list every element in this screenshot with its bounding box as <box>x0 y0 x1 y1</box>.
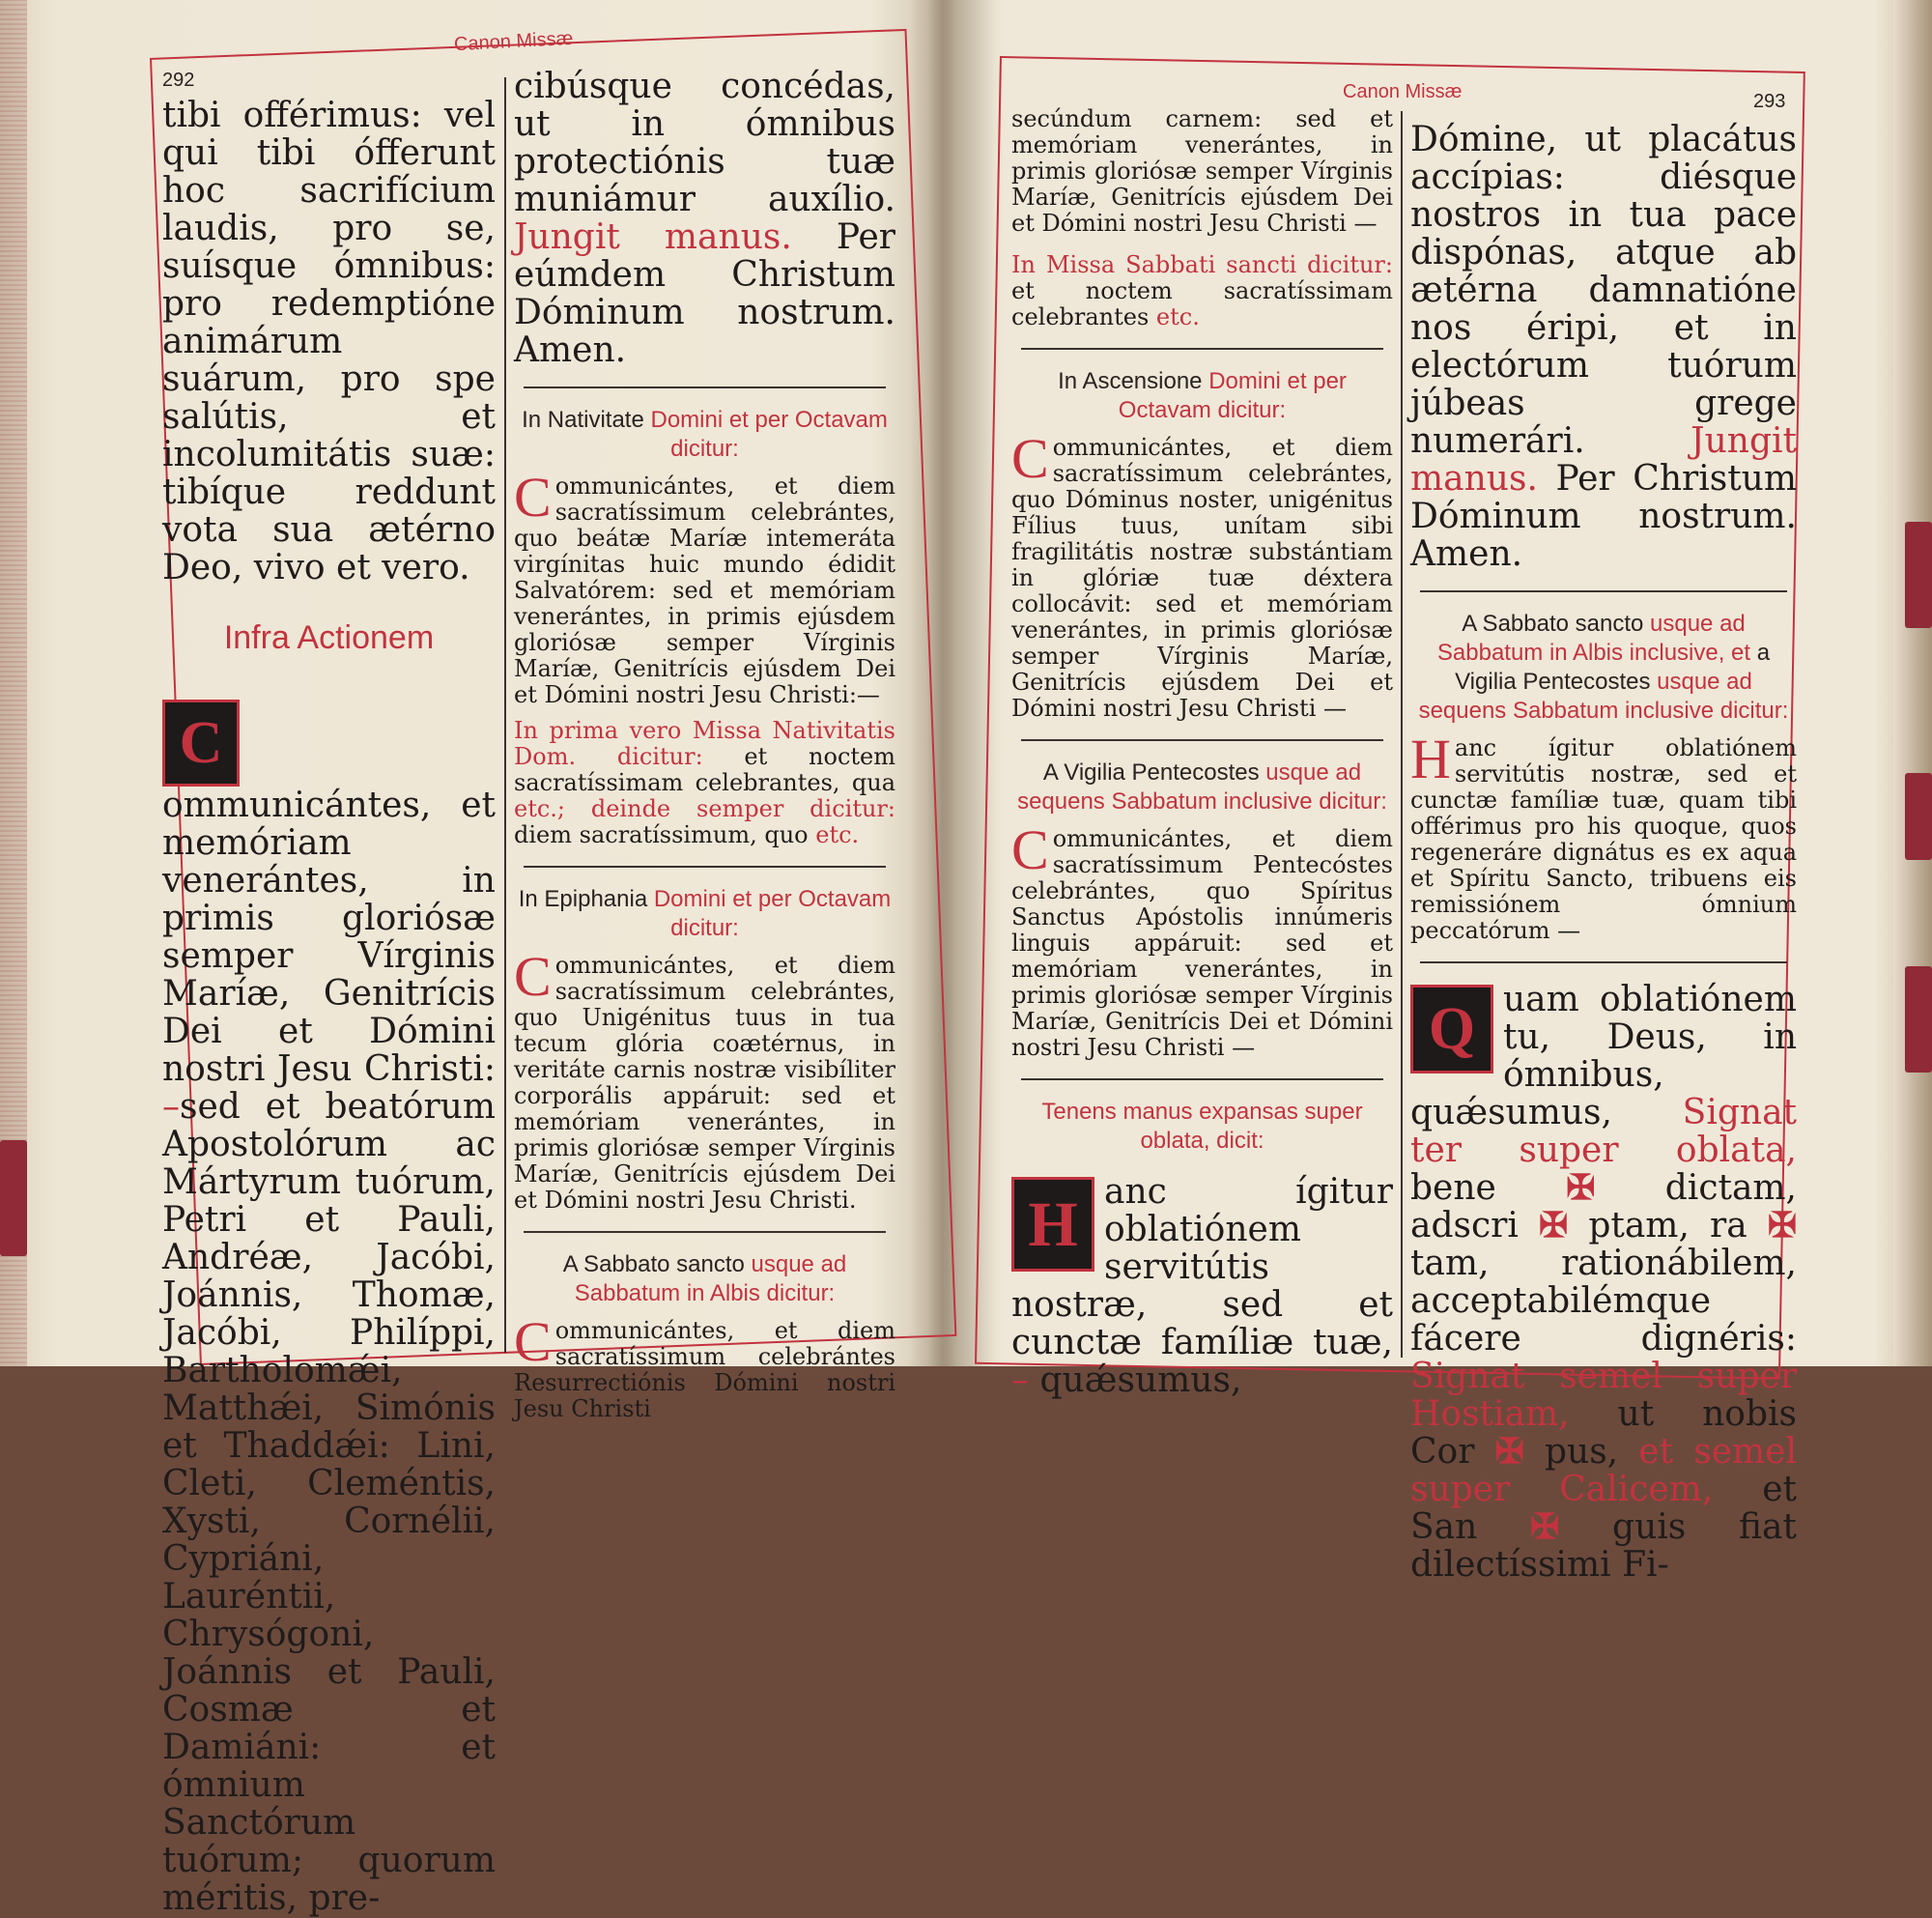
initial-c-epiphania: C <box>514 945 552 1008</box>
initial-c-ascensione: C <box>1011 427 1049 490</box>
initial-c-pentecostes: C <box>1011 818 1049 881</box>
right-page <box>1000 0 1811 1585</box>
right-page-number: 293 <box>1753 91 1786 112</box>
sign-of-cross-icon: ✠ <box>1566 1167 1596 1208</box>
left-column-2 <box>514 68 895 1422</box>
divider <box>1420 590 1787 592</box>
quam-text-7: pus, <box>1523 1432 1639 1472</box>
rubric-sabbato-vigilia-a: A Sabbato sancto <box>1462 611 1651 637</box>
divider <box>1021 348 1383 350</box>
placatus-paragraph <box>1410 121 1797 573</box>
pentecostes-communicantes <box>1011 818 1393 1061</box>
illuminated-initial-h: H <box>1011 1177 1094 1272</box>
ribbon-right-2 <box>1905 773 1932 860</box>
right-column-2 <box>1410 121 1797 1584</box>
rubric-pentecostes-a: A Vigilia Pentecostes <box>1042 759 1266 786</box>
nativitate-communicantes <box>514 466 895 708</box>
prima-missa-paragraph <box>514 718 895 848</box>
quam-text-6: ut nobis Cor <box>1410 1394 1797 1472</box>
rubric-sabbato-a: A Sabbato sancto <box>562 1251 752 1277</box>
page-edges-right <box>1893 0 1932 1366</box>
quam-text-2: bene <box>1410 1168 1567 1208</box>
sign-of-cross-icon: ✠ <box>1530 1506 1560 1547</box>
sabbati-sancti-etc: etc. <box>1155 303 1200 330</box>
hanc-igitur-text-b: quǽsumus, <box>1029 1360 1242 1400</box>
right-running-title: Canon Missæ <box>1343 81 1463 102</box>
quam-text-1: uam oblatiónem tu, Deus, in ómnibus, quǽsumus, <box>1410 980 1797 1132</box>
pascha-text: ommunicántes, et diem sacratíssimum celebrántes Resurrectiónis Dómini nostri Jesu Christi <box>514 1317 895 1422</box>
prima-missa-red2: etc.; deinde semper dicitur: <box>514 795 895 822</box>
left-page <box>145 0 908 1918</box>
ribbon-left <box>0 1140 27 1256</box>
rubric-epiphania <box>514 885 895 943</box>
rubric-sabbato-vigilia-red2: usque ad sequens Sabbatum inclusive dicitur: <box>1418 669 1789 724</box>
rubric-epiphania-red: Domini et per Octavam dicitur: <box>653 886 892 941</box>
nativitate-text: ommunicántes, et diem sacratíssimum celebrántes, quo beátæ Maríæ intemeráta virgínitas huic mundo édidit Salvatórem: sed et memóriam venerántes, in primis ejúsdem gloriósæ semper Vírginis Maríæ, Genitrícis ejúsdem Dei et Dómini nostri Jesu Christi:— <box>514 472 895 708</box>
placatus-text-b: Per Christum Dóminum nostrum. Amen. <box>1410 459 1797 574</box>
rubric-sabbato-vigilia <box>1410 610 1797 726</box>
jungit-manus-rubric: Jungit manus. <box>514 217 792 257</box>
rubric-nativitate-red: Domini et per Octavam dicitur: <box>650 407 888 462</box>
prima-missa-red: In prima vero Missa Nativitatis Dom. dicitur: <box>514 717 895 770</box>
protectionis-text-b: Per eúmdem Christum Dóminum nostrum. Amen. <box>514 217 895 370</box>
quam-text-8: et San <box>1410 1470 1797 1547</box>
left-running-title: Canon Missæ <box>453 27 574 56</box>
quam-text-4: ptam, ra <box>1568 1206 1768 1245</box>
communicantes-text-b: sed et beatórum Apostolórum ac Mártyrum tuórum, Petri et Pauli, Andréæ, Jacóbi, Joánnis, Thomæ, Jacóbi, Philíppi, Bartholomǽi, Matthǽi, Simónis et Thaddǽi: Lini, Cleti, Cleméntis, Xysti, Cornélii, Cypriáni, Lauréntii, Chrysógoni, Joánnis et Pauli, Cosmæ et Damiáni: et ómnium Sanctórum tuórum; quorum méritis, pre- <box>162 1087 496 1918</box>
ribbon-right-1 <box>1905 522 1932 628</box>
quam-text-9: guis fiat dilectíssimi Fi- <box>1410 1507 1797 1585</box>
communicantes-text-a: ommunicántes, et memóriam venerántes, in primis gloriósæ semper Vírginis Maríæ, Genitrícis Dei et Dómini nostri Jesu Christi: <box>162 786 496 1089</box>
rubric-pentecostes <box>1011 759 1393 816</box>
sabbati-sancti-paragraph <box>1011 252 1393 330</box>
rubric-sabbato-vigilia-b: a Vigilia Pentecostes <box>1455 640 1771 695</box>
semel-super-calicem-rubric: et semel super Calicem, <box>1410 1432 1797 1509</box>
sign-of-cross-icon: ✠ <box>1539 1205 1569 1245</box>
rubric-nativitate <box>514 406 895 464</box>
quam-oblationem-paragraph <box>1410 981 1797 1584</box>
right-column-divider <box>1401 111 1403 1358</box>
right-column-1 <box>1011 106 1393 1399</box>
secundum-carnem-paragraph: secúndum carnem: sed et memóriam venerántes, in primis gloriósæ semper Vírginis Maríæ, Genitrícis ejúsdem Dei et Dómini nostri Jesu Christi — <box>1011 105 1393 237</box>
protectionis-text-a: cibúsque concédas, ut in ómnibus protectiónis tuæ muniámur auxílio. <box>514 67 895 219</box>
divider <box>524 866 886 868</box>
divider <box>1021 1078 1383 1080</box>
placatus-text-a: Dómine, ut placátus accípias: diésque nostros in tua pace dispónas, atque ab ætérna damnatióne nos éripi, et in electórum tuórum júbeas grege numerári. <box>1410 120 1797 461</box>
divider <box>1021 739 1383 741</box>
epiphania-text: ommunicántes, et diem sacratíssimum celebrántes, quo Unigénitus tuus in tua tecum glória coætérnus, in veritáte carnis nostræ visibíliter corporális appáruit: sed et memóriam venerántes, in primis gloriósæ semper Vírginis Maríæ, Genitrícis ejúsdem Dei et Dómini nostri Jesu Christi. <box>514 952 895 1214</box>
rubric-ascensione-red: Domini et per Octavam dicitur: <box>1118 368 1347 423</box>
hanc-igitur-regenerare <box>1410 728 1797 944</box>
rubric-sabbato-red: usque ad Sabbatum in Albis dicitur: <box>574 1251 847 1306</box>
ascensione-communicantes <box>1011 427 1393 722</box>
sign-of-cross-icon: ✠ <box>1494 1431 1524 1472</box>
hanc-regenerare-text: anc ígitur oblatiónem servitútis nostræ, sed et cunctæ famíliæ tuæ, quam tibi offérimus pro his quoque, quos regeneráre dignátus es ex aqua et Spíritu Sancto, tribuens eis remissiónem ómnium peccatórum — <box>1410 734 1797 944</box>
divider <box>524 386 886 388</box>
left-column-1 <box>162 97 496 1917</box>
rubric-tenens-manus: Tenens manus expansas super oblata, dicit: <box>1041 1099 1363 1154</box>
divider <box>1420 961 1787 963</box>
sabbati-sancti-text: et noctem sacratíssimam celebrantes <box>1011 277 1393 330</box>
rubric-epiphania-a: In Epiphania <box>518 886 654 912</box>
pentecostes-text: ommunicántes, et diem sacratíssimum Pentecóstes celebrántes, quo Spíritus Sanctus Apóstolis innúmeris linguis appáruit: sed et memóriam venerántes, in primis gloriósæ semper Vírginis Maríæ, Genitrícis Dei et Dómini nostri Jesu Christi — <box>1011 825 1393 1061</box>
initial-h-regenerare: H <box>1410 728 1451 790</box>
rubric-sabbato <box>514 1250 895 1308</box>
rubric-pentecostes-red: usque ad sequens Sabbatum inclusive dicitur: <box>1017 759 1387 815</box>
communicantes-paragraph <box>162 696 496 1917</box>
communicantes-dash: – <box>162 1087 180 1127</box>
offerimus-paragraph: tibi offérimus: vel qui tibi ófferunt hoc sacrifícium laudis, pro se, suísque ómnibus: pro redemptióne animárum suárum, pro spe salútis, et incolumitátis suæ: tibíque reddunt vota sua ætérno Deo, vivo et vero. <box>162 96 496 587</box>
signat-ter-rubric: Signat ter super oblata, <box>1410 1093 1797 1170</box>
divider <box>524 1231 886 1233</box>
infra-actionem-heading: Infra Actionem <box>223 619 435 656</box>
ascensione-text: ommunicántes, et diem sacratíssimum celebrántes, quo Dóminus noster, unigénitus Fílius tuus, unítam sibi fragilitátis nostræ substántiam in glóriæ tuæ déxtera collocávit: sed et memóriam venerántes, in primis gloriósæ semper Vírginis Maríæ, Genitrícis ejúsdem Dei et Dómini nostri Jesu Christi — <box>1011 434 1393 722</box>
rubric-ascensione <box>1011 367 1393 425</box>
hanc-igitur-paragraph <box>1011 1173 1393 1399</box>
quam-text-3: dictam, adscri <box>1410 1168 1797 1245</box>
ribbon-right-3 <box>1905 966 1932 1073</box>
pascha-communicantes <box>514 1310 895 1422</box>
signat-semel-rubric: Signat semel super Hostiam, <box>1410 1357 1797 1434</box>
initial-c-pascha: C <box>514 1310 552 1373</box>
quam-text-5: tam, rationábilem, acceptabilémque fácere dignéris: <box>1410 1244 1797 1359</box>
rubric-ascensione-a: In Ascensione <box>1058 368 1209 394</box>
jungit-manus-rubric-right: Jungit manus. <box>1410 421 1797 499</box>
prima-missa-text-b: diem sacratíssimum, quo <box>514 821 816 848</box>
epiphania-communicantes <box>514 945 895 1214</box>
hanc-igitur-dash: – <box>1011 1360 1029 1400</box>
left-page-number: 292 <box>162 70 195 91</box>
protectionis-paragraph <box>514 68 895 369</box>
prima-missa-text-a: et noctem sacratíssimam celebrantes, qua <box>514 743 896 796</box>
sign-of-cross-icon: ✠ <box>1767 1205 1798 1245</box>
left-column-divider <box>504 77 506 1353</box>
rubric-sabbato-vigilia-red1: usque ad Sabbatum in Albis inclusive, et <box>1436 611 1751 666</box>
illuminated-initial-c: C <box>162 700 240 787</box>
rubric-nativitate-a: In Nativitate <box>522 407 651 433</box>
prima-missa-red3: etc. <box>815 821 860 848</box>
illuminated-initial-q: Q <box>1410 985 1493 1074</box>
sabbati-sancti-red: In Missa Sabbati sancti dicitur: <box>1011 251 1393 278</box>
initial-c-nativitate: C <box>514 466 552 529</box>
hanc-igitur-text-a: anc ígitur oblatiónem servitútis nostræ, sed et cunctæ famíliæ tuæ, <box>1011 1172 1393 1362</box>
